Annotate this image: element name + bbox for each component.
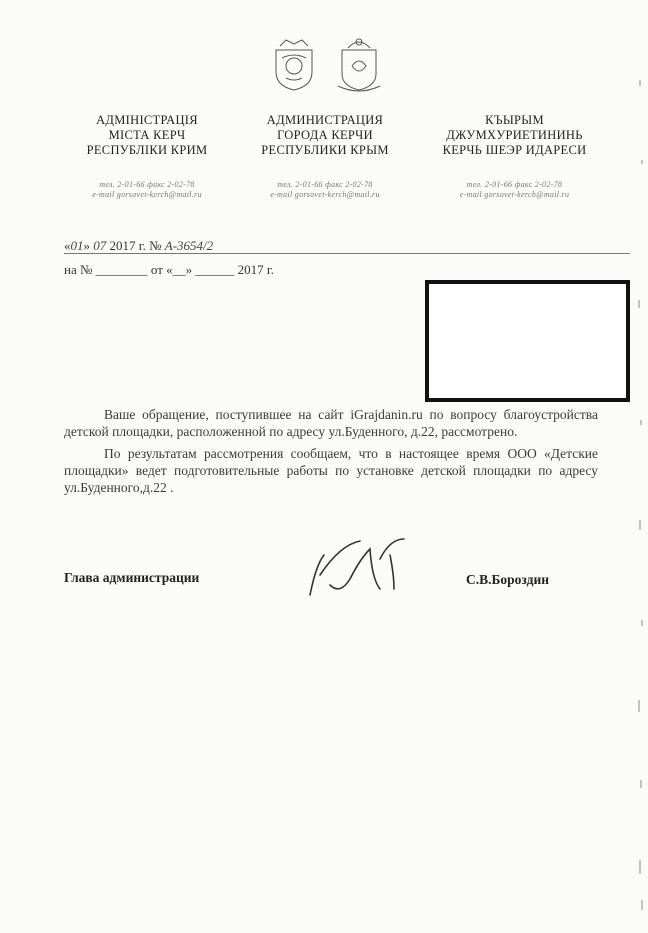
redacted-addressee-box — [425, 280, 630, 402]
handwritten-signature-icon — [290, 535, 440, 605]
header-phone: тел. 2-01-66 факс 2-02-78 — [99, 180, 195, 189]
header-divider — [64, 253, 630, 254]
body-paragraph: По результатам рассмотрения сообщаем, что в настоящее время ООО «Детские площадки» ведет подготовительные работы по установке детской площадки по адресу ул.Буденного,д.22 . — [64, 446, 598, 495]
header-phone: тел. 2-01-66 факс 2-02-78 — [277, 180, 373, 189]
header-line: ГОРОДА КЕРЧИ — [277, 128, 373, 142]
header-ukrainian — [62, 113, 232, 200]
header-line: МІСТА КЕРЧ — [108, 128, 186, 142]
ref-year: 2017 г. № — [109, 238, 162, 253]
crimea-coat-of-arms-icon — [338, 39, 380, 91]
incoming-reference: на № ________ от «__» ______ 2017 г. — [64, 262, 275, 277]
emblems — [268, 36, 388, 96]
header-email: e-mail gorsovet-kerch@mail.ru — [92, 190, 202, 199]
ref-number: А-3654/2 — [164, 238, 214, 253]
header-crimean-tatar — [422, 113, 607, 200]
header-email: e-mail gorsovet-kerch@mail.ru — [459, 190, 570, 199]
kerch-coat-of-arms-icon — [276, 40, 312, 90]
header-email: e-mail gorsovet-kerch@mail.ru — [270, 190, 380, 199]
body-paragraph: Ваше обращение, поступившее на сайт iGrajdanin.ru по вопросу благоустройства детской площадки, расположенной по адресу ул.Буденного, д.22, рассмотрено. — [64, 407, 598, 439]
header-line: АДМИНИСТРАЦИЯ — [266, 113, 384, 127]
outgoing-reference — [64, 238, 213, 254]
signer-position: Глава администрации — [64, 570, 200, 585]
header-line: КЪЫРЫМ — [485, 113, 544, 127]
header-line: РЕСПУБЛІКИ КРИМ — [86, 143, 208, 157]
header-line: ДЖУМХУРИЕТИНИНЬ — [446, 128, 583, 142]
header-russian — [240, 113, 410, 200]
ref-day: 01 — [70, 238, 84, 253]
ref-month: 07 — [93, 238, 107, 253]
quote-open: « — [64, 238, 71, 253]
signer-name: С.В.Бороздин — [466, 572, 550, 587]
header-line: РЕСПУБЛИКИ КРЫМ — [261, 143, 389, 157]
header-phone: тел. 2-01-66 факс 2-02-78 — [466, 180, 563, 189]
header-line: КЕРЧЬ ШЕЭР ИДАРЕСИ — [442, 143, 587, 157]
header-line: АДМІНІСТРАЦІЯ — [96, 113, 198, 127]
scan-edge-artifacts — [634, 0, 648, 933]
letter-body — [64, 406, 598, 501]
quote-close: » — [83, 238, 90, 253]
